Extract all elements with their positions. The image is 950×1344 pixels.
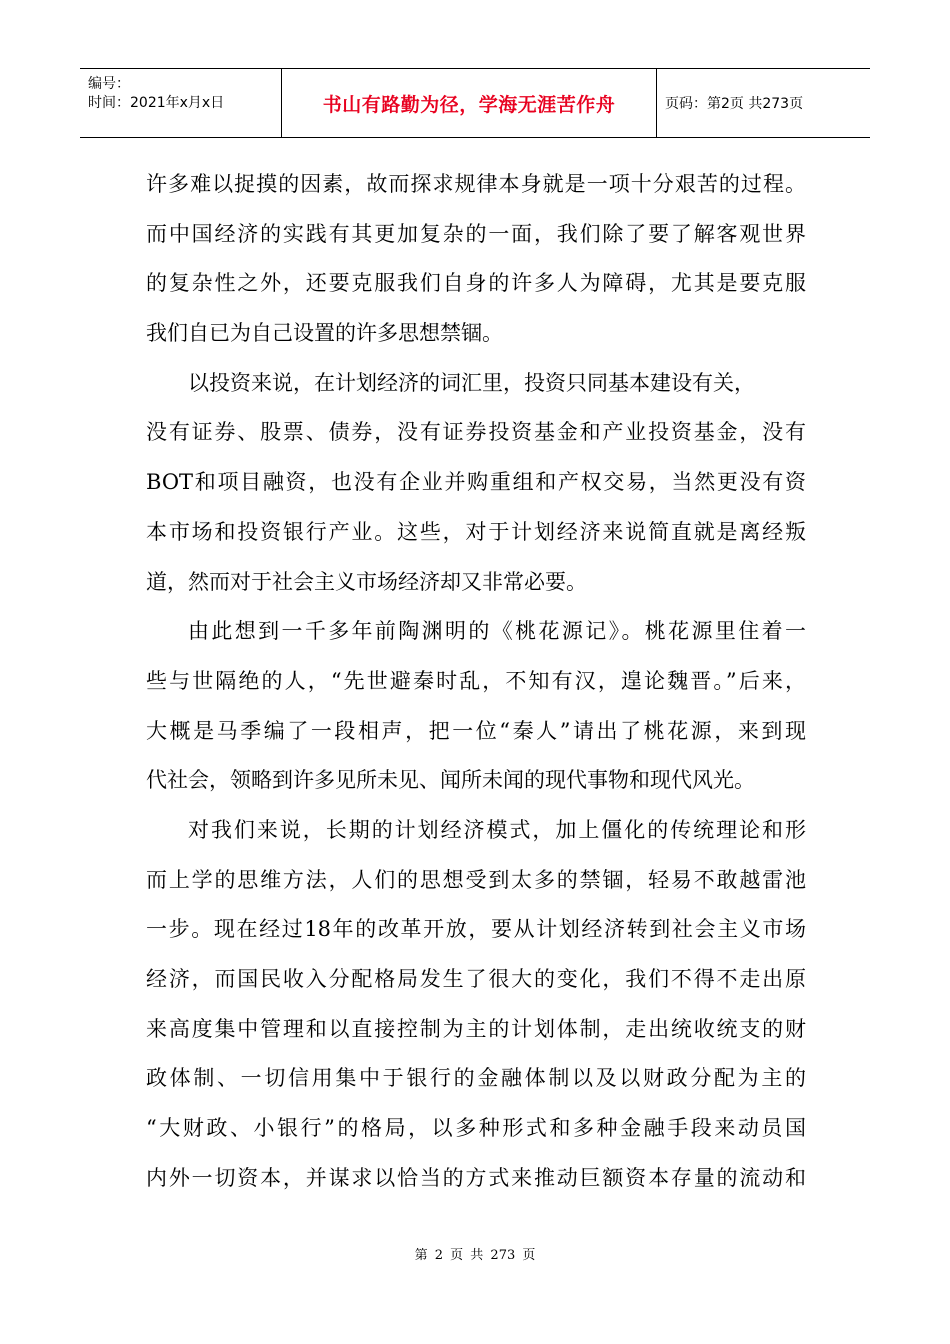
body-line: 道，然而对于社会主义市场经济却又非常必要。	[146, 569, 587, 594]
body-line: 的复杂性之外，还要克服我们自身的许多人为障碍，尤其是要克服	[146, 271, 806, 296]
body-line: 没有证券、股票、债券，没有证券投资基金和产业投资基金，没有	[146, 420, 806, 445]
body-line: 本市场和投资银行产业。这些，对于计划经济来说简直就是离经叛	[146, 519, 806, 544]
document-number-label: 编号：	[88, 76, 130, 92]
body-line: 而中国经济的实践有其更加复杂的一面，我们除了要了解客观世界	[146, 221, 806, 246]
page-footer: 第 2 页 共 273 页	[414, 1248, 536, 1263]
paragraph-start-line: 以投资来说，在计划经济的词汇里，投资只同基本建设有关，	[188, 370, 755, 395]
body-line: BOT和项目融资，也没有企业并购重组和产权交易，当然更没有资	[146, 470, 806, 495]
body-line: 来高度集中管理和以直接控制为主的计划体制，走出统收统支的财	[146, 1016, 806, 1041]
header-page-number: 页码：第2页 共273页	[665, 96, 804, 112]
body-line: 经济，而国民收入分配格局发生了很大的变化，我们不得不走出原	[146, 967, 806, 991]
body-line: 许多难以捉摸的因素，故而探求规律本身就是一项十分艰苦的过程。	[146, 172, 806, 196]
body-line: “大财政、小银行”的格局，以多种形式和多种金融手段来动员国	[146, 1116, 806, 1141]
body-line: 些与世隔绝的人，“先世避秦时乱，不知有汉，遑论魏晋。”后来，	[146, 668, 806, 693]
paragraph-start-line: 由此想到一千多年前陶渊明的《桃花源记》。桃花源里住着一	[188, 619, 806, 644]
paragraph-start-line: 对我们来说，长期的计划经济模式，加上僵化的传统理论和形	[188, 817, 806, 842]
body-line: 内外一切资本，并谋求以恰当的方式来推动巨额资本存量的流动和	[146, 1165, 806, 1190]
page-header	[80, 68, 870, 138]
header-motto: 书山有路勤为径，学海无涯苦作舟	[282, 69, 657, 137]
document-date: 时间：2021年x月x日	[88, 95, 225, 111]
body-line: 我们自已为自己设置的许多思想禁锢。	[146, 321, 503, 346]
document-body	[146, 160, 806, 1203]
body-line: 大概是马季编了一段相声，把一位“秦人”请出了桃花源，来到现	[146, 718, 806, 743]
header-meta	[80, 69, 282, 137]
body-line: 一步。现在经过18年的改革开放，要从计划经济转到社会主义市场	[146, 917, 806, 942]
body-line: 代社会，领略到许多见所未见、闻所未闻的现代事物和现代风光。	[146, 768, 755, 793]
body-line: 而上学的思维方法，人们的思想受到太多的禁锢，轻易不敢越雷池	[146, 867, 806, 892]
body-line: 政体制、一切信用集中于银行的金融体制以及以财政分配为主的	[146, 1066, 806, 1091]
